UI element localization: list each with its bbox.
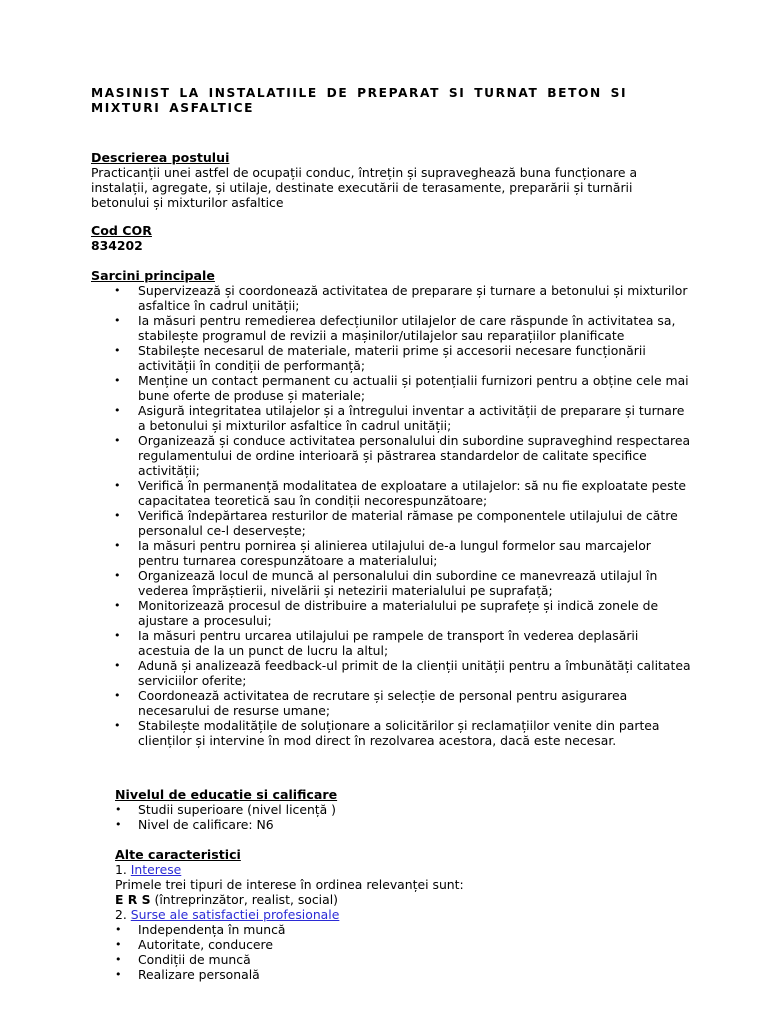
list-item [91, 508, 693, 538]
list-item-text: Coordonează activitatea de recrutare și selecție de personal pentru asigurarea necesarului de resurse umane; [138, 688, 628, 718]
list-item [91, 478, 693, 508]
sarcini-heading: Sarcini principale [91, 268, 215, 283]
cod-cor-section [91, 223, 691, 253]
interese-code-desc: (întreprinzător, realist, social) [154, 892, 338, 907]
list-item-text: Ia măsuri pentru remedierea defecțiunilor utilajelor de care răspunde în activitatea sa, stabilește programul de revizii a mașinilor/utilajelor sau reparațiilor planificate [138, 313, 676, 343]
list-item [91, 658, 693, 688]
list-item [115, 922, 668, 937]
nivel-list [115, 802, 675, 832]
bullet-icon: • [114, 314, 121, 327]
list-item-text: Asigură integritatea utilajelor și a întregului inventar a activității de preparare și turnare a betonului și mixturilor asfaltice în cadrul unității; [138, 403, 685, 433]
list-item-text: Stabilește necesarul de materiale, materii prime și accesorii necesare funcționării activității în condiții de performanță; [138, 343, 646, 373]
list-item-text: Adună și analizează feedback-ul primit de la clienții unității pentru a îmbunătăți calitatea serviciilor oferite; [138, 658, 691, 688]
alte-section [115, 847, 675, 982]
list-item-text: Organizează locul de muncă al personalului din subordine ce manevrează utilajul în vederea împrăștierii, nivelării și netezirii materialului pe suprafață; [138, 568, 658, 598]
list-item-text: Realizare personală [138, 967, 260, 982]
bullet-icon: • [114, 479, 121, 492]
list-item-text: Monitorizează procesul de distribuire a materialului pe suprafețe și indică zonele de ajustare a procesului; [138, 598, 659, 628]
list-item [115, 802, 668, 817]
bullet-icon: • [114, 539, 121, 552]
list-item [115, 952, 668, 967]
bullet-icon: • [114, 629, 121, 642]
bullet-icon: • [114, 344, 121, 357]
bullet-icon: • [114, 659, 121, 672]
nivel-heading: Nivelul de educatie si calificare [115, 787, 338, 802]
interese-link[interactable]: Interese [130, 862, 182, 877]
list-item [91, 343, 693, 373]
sarcini-section [91, 268, 691, 748]
bullet-icon: • [115, 923, 122, 936]
surse-list [115, 922, 675, 982]
bullet-icon: • [115, 818, 122, 831]
list-item [91, 538, 693, 568]
bullet-icon: • [114, 434, 121, 447]
list-item [91, 283, 693, 313]
list-item-text: Verifică îndepărtarea resturilor de material rămase pe componentele utilajului de către personalul ce-l deservește; [138, 508, 678, 538]
interese-text: Primele trei tipuri de interese în ordinea relevanței sunt: [115, 877, 464, 892]
list-item-text: Supervizează și coordonează activitatea de preparare și turnare a betonului și mixturilor asfaltice în cadrul unității; [138, 283, 688, 313]
sarcini-list [91, 283, 691, 748]
bullet-icon: • [114, 509, 121, 522]
list-item-text: Studii superioare (nivel licență ) [138, 802, 337, 817]
list-item [91, 718, 693, 748]
list-item-text: Independența în muncă [138, 922, 286, 937]
list-item [91, 313, 693, 343]
bullet-icon: • [114, 689, 121, 702]
cod-cor-value: 834202 [91, 238, 143, 253]
nivel-section [115, 787, 675, 832]
alte-heading: Alte caracteristici [115, 847, 241, 862]
description-text: Practicanții unei astfel de ocupații conduc, întrețin și supraveghează buna funcționare a instalații, agregate, și utilaje, destinate executării de terasamente, preparării și turnării betonului și mixturilor asfaltice [91, 165, 638, 210]
list-item-text: Menține un contact permanent cu actualii și potențialii furnizori pentru a obține cele mai bune oferte de produse și materiale; [138, 373, 689, 403]
list-item-text: Stabilește modalitățile de soluționare a solicitărilor și reclamațiilor venite din partea clienților și intervine în mod direct în rezolvarea acestora, dacă este necesar. [138, 718, 660, 748]
list-item [91, 568, 693, 598]
list-item [91, 598, 693, 628]
list-item-text: Autoritate, conducere [138, 937, 273, 952]
list-item [115, 967, 668, 982]
list-item-text: Condiții de muncă [138, 952, 251, 967]
list-item [115, 817, 668, 832]
list-item-text: Verifică în permanență modalitatea de exploatare a utilajelor: să nu fie exploatate peste capacitatea teoretică sau în condiții necorespunzătoare; [138, 478, 687, 508]
bullet-icon: • [114, 719, 121, 732]
bullet-icon: • [115, 968, 122, 981]
list-item [91, 403, 693, 433]
bullet-icon: • [114, 569, 121, 582]
bullet-icon: • [115, 953, 122, 966]
bullet-icon: • [114, 404, 121, 417]
surse-number: 2. [115, 907, 127, 922]
surse-link[interactable]: Surse ale satisfactiei profesionale [130, 907, 340, 922]
description-section [91, 150, 691, 210]
surse-line [115, 907, 675, 922]
bullet-icon: • [114, 599, 121, 612]
description-heading: Descrierea postului [91, 150, 230, 165]
list-item-text: Ia măsuri pentru pornirea și alinierea utilajului de-a lungul formelor sau marcajelor pentru turnarea corespunzătoare a materialului; [138, 538, 651, 568]
interese-number: 1. [115, 862, 127, 877]
bullet-icon: • [115, 803, 122, 816]
cod-cor-heading: Cod COR [91, 223, 152, 238]
list-item [91, 628, 693, 658]
list-item [115, 937, 668, 952]
list-item-text: Ia măsuri pentru urcarea utilajului pe rampele de transport în vederea deplasării acestuia de la un punct de lucru la altul; [138, 628, 639, 658]
interese-code-line [115, 892, 675, 907]
bullet-icon: • [115, 938, 122, 951]
interese-line [115, 862, 675, 877]
list-item [91, 433, 693, 478]
interese-code: E R S [115, 892, 151, 907]
list-item-text: Nivel de calificare: N6 [138, 817, 274, 832]
bullet-icon: • [114, 374, 121, 387]
list-item [91, 688, 693, 718]
list-item-text: Organizează și conduce activitatea personalului din subordine supraveghind respectarea regulamentului de ordine interioară și păstrarea standardelor de calitate specifice activității; [138, 433, 691, 478]
list-item [91, 373, 693, 403]
bullet-icon: • [114, 284, 121, 297]
document-title: MASINIST LA INSTALATIILE DE PREPARAT SI TURNAT BETON SI MIXTURI ASFALTICE [91, 86, 628, 115]
